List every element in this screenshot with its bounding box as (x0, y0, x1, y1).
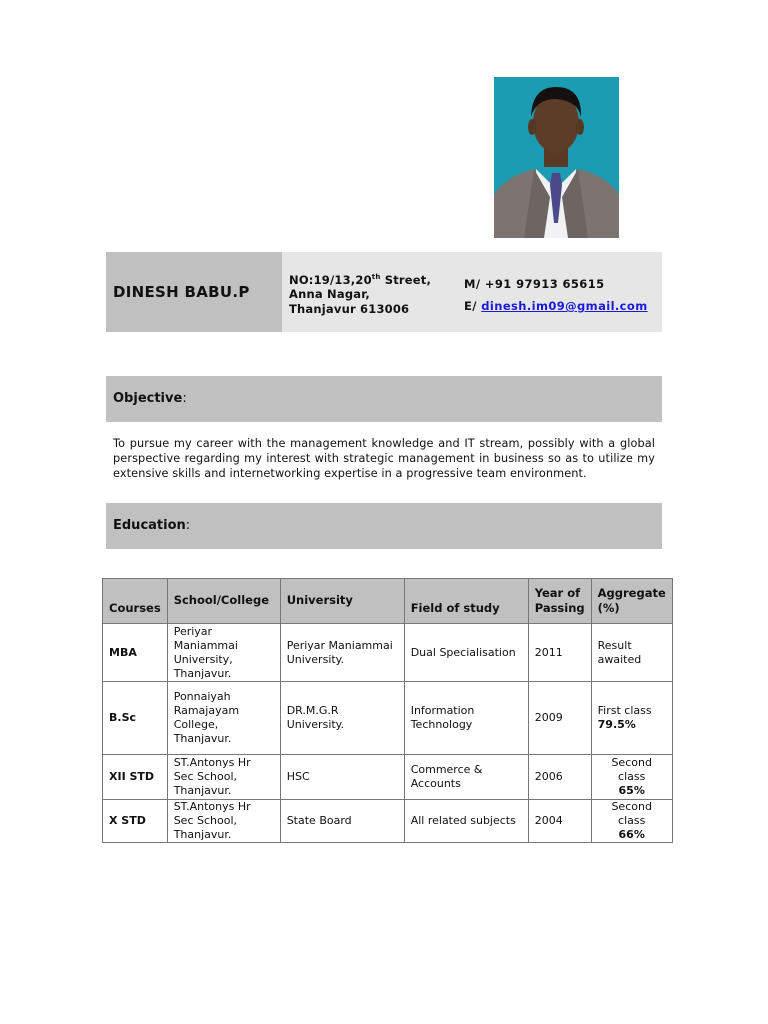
cell-field: Commerce & Accounts (404, 755, 528, 800)
header-university: University (280, 579, 404, 624)
cell-university: State Board (280, 800, 404, 843)
cell-year: 2009 (528, 682, 591, 755)
education-table (102, 578, 673, 843)
cell-school: ST.Antonys Hr Sec School, Thanjavur. (167, 755, 280, 800)
address-block (289, 270, 431, 316)
cell-field: All related subjects (404, 800, 528, 843)
profile-photo (494, 77, 619, 238)
email-link[interactable]: dinesh.im09@gmail.com (481, 299, 648, 313)
address-line-1: NO:19/13,20th Street, (289, 272, 432, 287)
cell-school: Ponnaiyah Ramajayam College, Thanjavur. (167, 682, 280, 755)
cell-aggregate: Second class 66% (591, 800, 672, 843)
header-school: School/College (167, 579, 280, 624)
cell-school: Periyar Maniammai University, Thanjavur. (167, 624, 280, 682)
cell-aggregate: Second class 65% (591, 755, 672, 800)
candidate-name: DINESH BABU.P (113, 283, 250, 301)
cell-year: 2011 (528, 624, 591, 682)
cell-aggregate: Result awaited (591, 624, 672, 682)
contact-block (464, 273, 648, 317)
header-field: Field of study (404, 579, 528, 624)
cell-university: Periyar Maniammai University. (280, 624, 404, 682)
cell-aggregate: First class 79.5% (591, 682, 672, 755)
objective-text: To pursue my career with the management knowledge and IT stream, possibly with a global perspective regarding my interest with strategic management in business so as to utilize my extensive skills and internetworking expertise in a progressive team environment. (113, 437, 655, 480)
table-row (103, 755, 673, 800)
header-aggregate: Aggregate (%) (591, 579, 672, 624)
cell-course: XII STD (103, 755, 168, 800)
cell-course: B.Sc (103, 682, 168, 755)
objective-heading: Objective: (113, 391, 187, 406)
name-cell (106, 252, 282, 332)
cell-school: ST.Antonys Hr Sec School, Thanjavur. (167, 800, 280, 843)
education-heading: Education: (113, 518, 191, 533)
cell-field: Information Technology (404, 682, 528, 755)
cell-year: 2004 (528, 800, 591, 843)
table-row (103, 682, 673, 755)
header-year: Year of Passing (528, 579, 591, 624)
cell-year: 2006 (528, 755, 591, 800)
cell-course: X STD (103, 800, 168, 843)
resume-header (106, 252, 662, 332)
cell-field: Dual Specialisation (404, 624, 528, 682)
table-header-row (103, 579, 673, 624)
education-section-bar (106, 503, 662, 549)
header-courses: Courses (103, 579, 168, 624)
email-line: E/ dinesh.im09@gmail.com (464, 299, 648, 313)
table-row (103, 800, 673, 843)
cell-university: DR.M.G.R University. (280, 682, 404, 755)
objective-section-bar (106, 376, 662, 422)
cell-university: HSC (280, 755, 404, 800)
address-line-3: Thanjavur 613006 (289, 301, 410, 316)
address-line-2: Anna Nagar, (289, 287, 370, 302)
cell-course: MBA (103, 624, 168, 682)
contact-cell (282, 252, 662, 332)
table-row (103, 624, 673, 682)
phone-number: M/ +91 97913 65615 (464, 277, 605, 291)
